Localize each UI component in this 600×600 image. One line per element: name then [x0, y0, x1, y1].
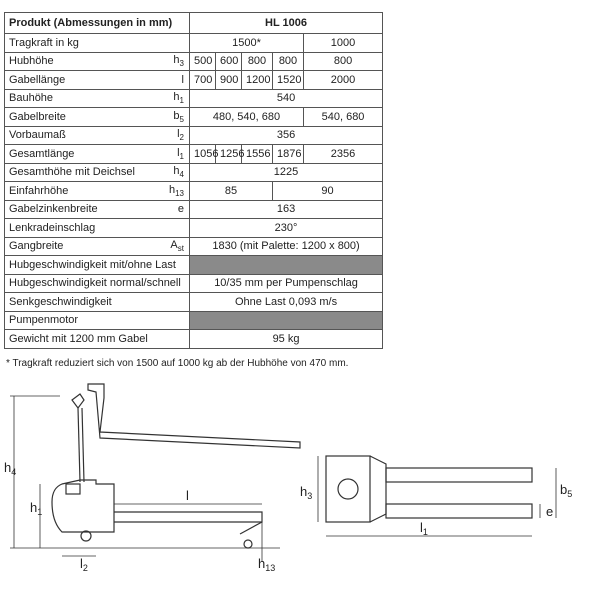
- cell: 1200: [242, 71, 273, 90]
- label-e: e: [546, 504, 554, 519]
- body-detail: [66, 484, 80, 494]
- tiller-bar: [78, 408, 80, 482]
- top-front: [370, 456, 386, 522]
- symbol: [173, 110, 184, 124]
- table-row: [5, 89, 383, 108]
- cell: Ohne Last 0,093 m/s: [190, 293, 383, 312]
- cell: 1556: [242, 145, 273, 164]
- table-row: [5, 293, 383, 312]
- cell: 1225: [190, 163, 383, 182]
- cell: 1500*: [190, 34, 304, 53]
- top-fork-upper: [386, 468, 532, 482]
- symbol: e: [177, 203, 184, 216]
- cell: 230°: [190, 219, 383, 238]
- label-text: Gangbreite: [9, 240, 64, 253]
- row-label: Lenkradeinschlag: [5, 219, 190, 238]
- row-label: [5, 71, 190, 90]
- label-l: l: [186, 488, 189, 503]
- header-model: HL 1006: [190, 13, 383, 34]
- table-row: [5, 330, 383, 349]
- label-b5: $b_5$: [560, 482, 573, 499]
- table-row: [5, 237, 383, 256]
- tiller-grip: [72, 394, 84, 408]
- symbol-sub: st: [177, 244, 184, 254]
- table-row: [5, 256, 383, 275]
- symbol-char: h: [173, 91, 180, 104]
- symbol-char: h: [173, 165, 180, 178]
- label-text: Gabellänge: [9, 73, 66, 86]
- label-h1: $h_1$: [30, 500, 43, 517]
- raised-fork: [88, 384, 300, 448]
- symbol: [170, 239, 184, 253]
- symbol-char: l: [177, 128, 180, 141]
- table-row: [5, 126, 383, 145]
- cell: 1000: [304, 34, 383, 53]
- cell: 1256: [216, 145, 242, 164]
- label-text: Bauhöhe: [9, 92, 54, 105]
- cell: 356: [190, 126, 383, 145]
- empty-cell: [190, 311, 383, 330]
- cell: 1876: [273, 145, 304, 164]
- table-row: [5, 219, 383, 238]
- truck-body: [52, 480, 114, 532]
- symbol-sub: 1: [179, 96, 184, 106]
- table-row: [5, 145, 383, 164]
- empty-cell: [190, 256, 383, 275]
- symbol-char: A: [170, 239, 178, 252]
- symbol: [169, 184, 184, 198]
- label-text: Einfahrhöhe: [9, 184, 69, 197]
- tiller-bar-2: [82, 408, 84, 482]
- cell: 85: [190, 182, 273, 201]
- table-row: [5, 34, 383, 53]
- row-label: [5, 126, 190, 145]
- top-wheel: [338, 479, 358, 499]
- row-label: [5, 182, 190, 201]
- cell: 700: [190, 71, 216, 90]
- row-label: [5, 200, 190, 219]
- cell: 1056: [190, 145, 216, 164]
- symbol-char: h: [173, 54, 180, 67]
- symbol: [173, 91, 184, 105]
- label-h3: $h_3$: [300, 484, 313, 501]
- symbol: [177, 128, 184, 142]
- table-row: [5, 108, 383, 127]
- label-l2: $l_2$: [80, 556, 88, 573]
- cell: 540: [190, 89, 383, 108]
- cell: 900: [216, 71, 242, 90]
- label-text: Gabelzinkenbreite: [9, 203, 98, 216]
- cell: 800: [273, 52, 304, 71]
- row-label: [5, 108, 190, 127]
- technical-drawing: [0, 372, 600, 572]
- row-label: Hubgeschwindigkeit normal/schnell: [5, 274, 190, 293]
- label-h4: $h_4$: [4, 460, 17, 477]
- row-label: [5, 237, 190, 256]
- symbol: [173, 165, 184, 179]
- row-label: Senkgeschwindigkeit: [5, 293, 190, 312]
- cell: 10/35 mm per Pumpenschlag: [190, 274, 383, 293]
- label-text: Hubhöhe: [9, 55, 54, 68]
- row-label: [5, 145, 190, 164]
- table-header-row: [5, 13, 383, 34]
- footnote: * Tragkraft reduziert sich von 1500 auf 1000 kg ab der Hubhöhe von 470 mm.: [6, 358, 349, 369]
- cell: 500: [190, 52, 216, 71]
- symbol-char: h: [168, 183, 176, 196]
- table-row: [5, 200, 383, 219]
- side-view: [52, 384, 300, 548]
- symbol-char: b: [173, 109, 180, 122]
- header-label: Produkt (Abmessungen in mm): [5, 13, 190, 34]
- row-label: Hubgeschwindigkeit mit/ohne Last: [5, 256, 190, 275]
- table-row: [5, 274, 383, 293]
- label-text: Gabelbreite: [9, 110, 66, 123]
- symbol-sub: 1: [179, 151, 184, 161]
- top-view: [326, 456, 532, 522]
- row-label: [5, 89, 190, 108]
- cell: 600: [216, 52, 242, 71]
- cell: 2000: [304, 71, 383, 90]
- lowered-fork: [114, 512, 262, 522]
- cell: 90: [273, 182, 383, 201]
- cell: 1520: [273, 71, 304, 90]
- cell: 95 kg: [190, 330, 383, 349]
- table-row: [5, 182, 383, 201]
- label-h13: $h_{13}$: [258, 556, 276, 573]
- top-fork-lower: [386, 504, 532, 518]
- label-l1: $l_1$: [420, 520, 428, 537]
- row-label: [5, 52, 190, 71]
- symbol-sub: 4: [179, 170, 184, 180]
- row-label: Gewicht mit 1200 mm Gabel: [5, 330, 190, 349]
- symbol-char: l: [177, 146, 180, 159]
- symbol-sub: 13: [175, 188, 184, 198]
- roller-arm: [240, 522, 262, 534]
- row-label: [5, 163, 190, 182]
- table-row: [5, 311, 383, 330]
- symbol: [173, 54, 184, 68]
- row-label: Tragkraft in kg: [5, 34, 190, 53]
- symbol-sub: 2: [179, 133, 184, 143]
- symbol: l: [181, 73, 184, 86]
- spec-table: [4, 12, 383, 349]
- cell: 540, 680: [304, 108, 383, 127]
- row-label: Pumpenmotor: [5, 311, 190, 330]
- cell: 1830 (mit Palette: 1200 x 800): [190, 237, 383, 256]
- cell: 163: [190, 200, 383, 219]
- top-body: [326, 456, 370, 522]
- label-text: Gesamthöhe mit Deichsel: [9, 166, 135, 179]
- table-row: [5, 163, 383, 182]
- label-text: Vorbaumaß: [9, 129, 66, 142]
- load-roller: [244, 540, 252, 548]
- table-row: [5, 52, 383, 71]
- symbol-sub: 5: [179, 114, 184, 124]
- cell: 800: [304, 52, 383, 71]
- symbol: [177, 147, 184, 161]
- table-row: [5, 71, 383, 90]
- symbol-sub: 3: [179, 59, 184, 69]
- label-text: Gesamtlänge: [9, 147, 75, 160]
- cell: 480, 540, 680: [190, 108, 304, 127]
- cell: 2356: [304, 145, 383, 164]
- cell: 800: [242, 52, 273, 71]
- side-dimensions: [10, 396, 280, 562]
